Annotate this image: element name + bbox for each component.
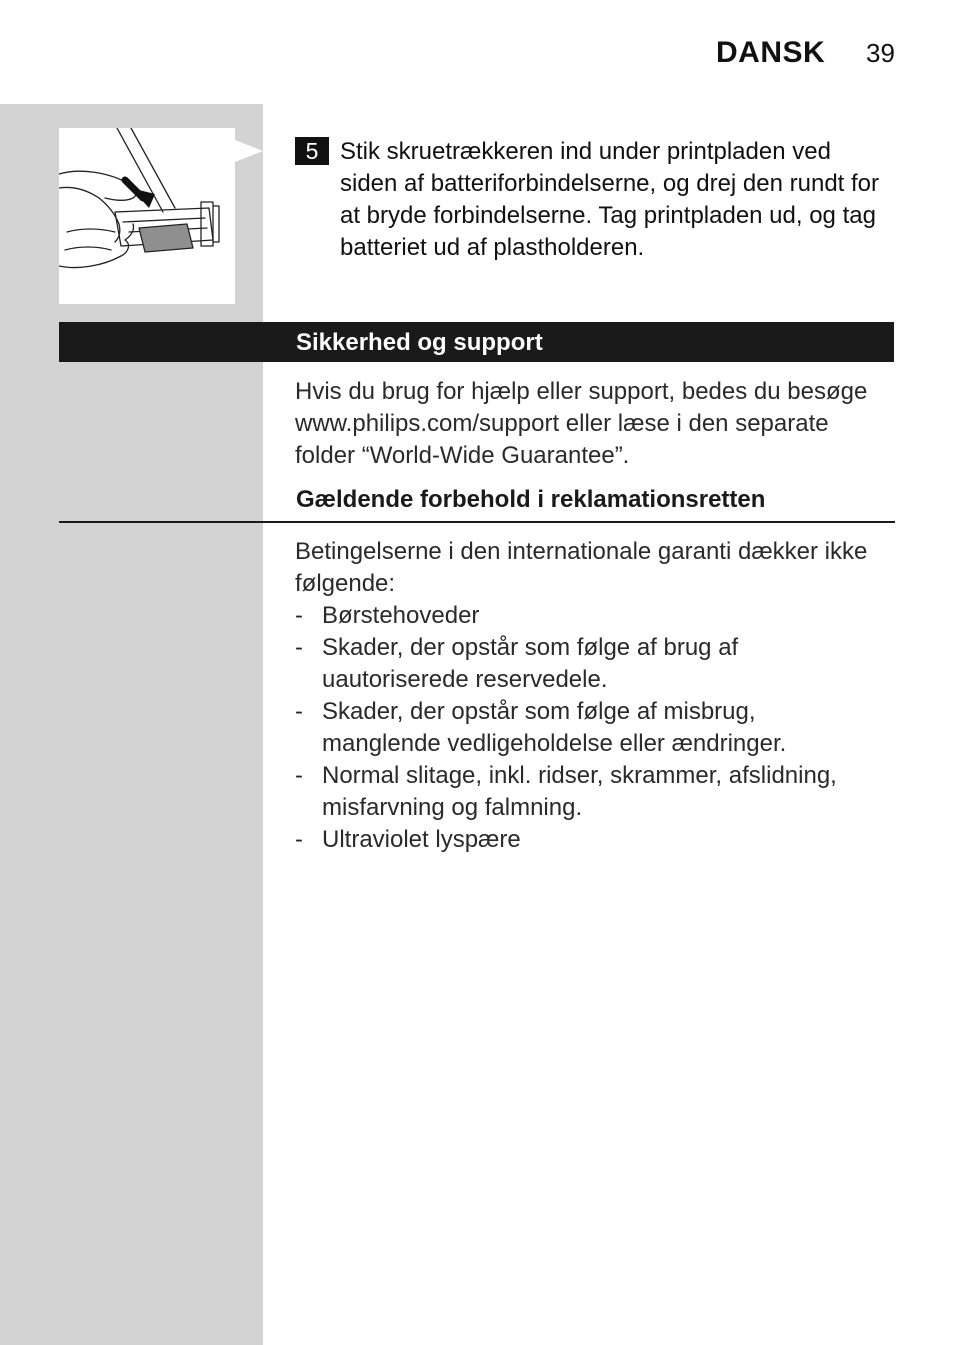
dash-marker: -: [295, 602, 303, 629]
page-number: 39: [866, 38, 895, 68]
list-item-text: Normal slitage, inkl. ridser, skrammer, afslidning, misfarvning og falmning.: [322, 762, 837, 821]
dash-marker: -: [295, 698, 303, 725]
list-item: [295, 600, 875, 632]
section-title: Sikkerhed og support: [296, 329, 543, 356]
list-item-text: Skader, der opstår som følge af brug af uautoriserede reservedele.: [322, 634, 739, 693]
guarantee-intro-paragraph: Betingelserne i den internationale garanti dækker ikke følgende:: [295, 538, 868, 597]
dash-marker: -: [295, 634, 303, 661]
step-instruction-text: Stik skruetrækkeren ind under printpladen ved siden af batteriforbindelserne, og drej den rundt for at bryde forbindelserne. Tag printpladen ud, og tag batteriet ud af plastholderen.: [340, 138, 880, 261]
dash-marker: -: [295, 762, 303, 789]
illustration-pointer: [235, 140, 263, 162]
list-item: [295, 760, 875, 824]
screwdriver-battery-illustration-icon: [59, 128, 235, 304]
subsection-rule: [59, 521, 895, 523]
list-item-text: Ultraviolet lyspære: [322, 826, 521, 853]
exclusions-list: [295, 600, 875, 856]
dash-marker: -: [295, 826, 303, 853]
list-item-text: Skader, der opstår som følge af misbrug, manglende vedligeholdelse eller ændringer.: [322, 698, 787, 757]
list-item: [295, 696, 875, 760]
list-item: [295, 824, 875, 856]
list-item-text: Børstehoveder: [322, 602, 480, 629]
step-number-badge: 5: [295, 137, 329, 165]
language-label: DANSK: [716, 36, 826, 69]
list-item: [295, 632, 875, 696]
subsection-title: Gældende forbehold i reklamationsretten: [296, 486, 766, 513]
support-paragraph: Hvis du brug for hjælp eller support, bedes du besøge www.philips.com/support eller læse i den separate folder “World-Wide Guarantee”.: [295, 378, 868, 469]
step-illustration: [59, 128, 235, 304]
